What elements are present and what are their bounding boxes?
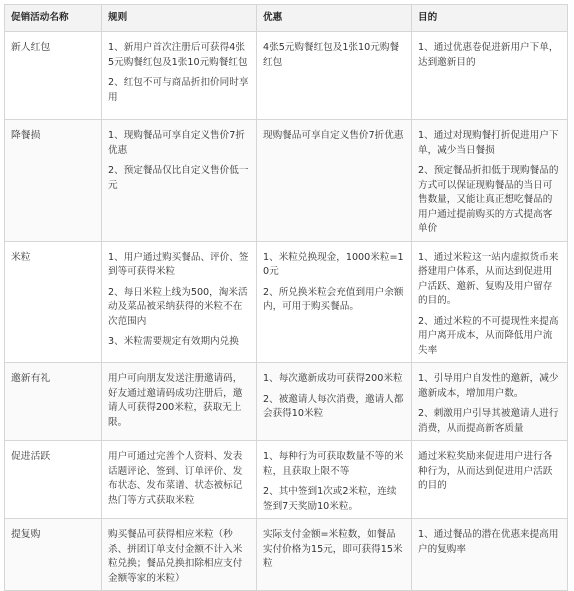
row-rules (102, 519, 257, 591)
row-name: 促进活跃 (5, 441, 102, 519)
row-benefit (257, 32, 412, 120)
benefit-text: 实际支付金额=米粒数，如餐品实付价格为15元，即可获得15米粒 (263, 529, 403, 569)
goal-text: 通过米粒奖励来促进用户进行各种行为，从而达到促进用户活跃的目的 (418, 451, 553, 491)
table-row (5, 441, 568, 519)
rules-text: 1、新用户首次注册后可获得4张5元购餐红包及1张10元购餐红包 (108, 42, 248, 68)
row-name: 降餐损 (5, 120, 102, 242)
rules-text: 3、米粒需要规定有效期内兑换 (108, 336, 239, 347)
goal-text: 1、通过对现购餐打折促进用户下单，减少当日餐损 (418, 130, 559, 156)
header-goal: 目的 (412, 5, 568, 32)
row-rules (102, 441, 257, 519)
row-goal (412, 241, 568, 363)
benefit-text: 2、被邀请人每次消费，邀请人都会获得10米粒 (263, 393, 404, 419)
row-benefit (257, 519, 412, 591)
row-rules (102, 363, 257, 441)
row-goal (412, 441, 568, 519)
benefit-text: 1、每次邀新成功可获得200米粒 (263, 373, 403, 384)
rules-text: 1、用户通过购买餐品、评价、签到等可获得米粒 (108, 251, 249, 277)
row-rules (102, 32, 257, 120)
row-benefit (257, 241, 412, 363)
table-row (5, 519, 568, 591)
goal-text: 1、通过米粒这一站内虚拟货币来搭建用户体系，从而达到促进用户活跃、邀新、复购及用户留存的目的。 (418, 251, 559, 306)
header-benefit: 优惠 (257, 5, 412, 32)
table-header-row (5, 5, 568, 32)
row-goal (412, 32, 568, 120)
table-row (5, 120, 568, 242)
rules-text: 用户可向朋友发送注册邀请码，好友通过邀请码成功注册后，邀请人可获得200米粒，获取无上限。 (108, 373, 243, 428)
goal-text: 1、通过餐品的潜在优惠来提高用户的复购率 (418, 529, 559, 555)
rules-text: 2、预定餐品仅比自定义售价低一元 (108, 165, 249, 191)
rules-text: 1、现购餐品可享自定义售价7折优惠 (108, 130, 245, 156)
goal-text: 2、通过米粒的不可提现性来提高用户离开成本，从而降低用户流失率 (418, 315, 559, 356)
benefit-text: 现购餐品可享自定义售价7折优惠 (263, 130, 404, 141)
benefit-text: 1、每种行为可获取数量不等的米粒，且获取上限不等 (263, 451, 404, 477)
row-rules (102, 241, 257, 363)
promotion-table (4, 4, 568, 591)
row-benefit (257, 363, 412, 441)
row-name: 提复购 (5, 519, 102, 591)
table-row (5, 32, 568, 120)
rules-text: 2、每日米粒上线为500，淘米活动及菜品被采纳获得的米粒不在次范围内 (108, 286, 248, 327)
row-name: 邀新有礼 (5, 363, 102, 441)
header-name: 促销活动名称 (5, 5, 102, 32)
benefit-text: 2、其中签到1次或2米粒，连续签到7天奖励10米粒。 (263, 486, 397, 512)
rules-text: 用户可通过完善个人资料、发表话题评论、签到、订单评价、发布状态、发布菜谱、状态被标记热门等方式获取米粒 (108, 451, 243, 506)
row-goal (412, 519, 568, 591)
benefit-text: 2、所兑换米粒会充值到用户余额内，可用于购买餐品。 (263, 286, 404, 312)
row-benefit (257, 441, 412, 519)
row-benefit (257, 120, 412, 242)
goal-text: 2、预定餐品折扣低于现购餐品的方式可以保证现购餐品的当日可售数量，又能让真正想吃餐品的用户通过提前购买的方式提高客单价 (418, 165, 559, 234)
table-row (5, 363, 568, 441)
rules-text: 购买餐品可获得相应米粒（秒杀、拼团订单支付金额不计入米粒兑换；餐品兑换扣除相应支付金额等家的米粒） (108, 529, 243, 584)
header-rules: 规则 (102, 5, 257, 32)
goal-text: 1、引导用户自发性的邀新，减少邀新成本，增加用户数。 (418, 373, 559, 399)
benefit-text: 1、米粒兑换现金，1000米粒=10元 (263, 251, 404, 277)
row-rules (102, 120, 257, 242)
row-goal (412, 363, 568, 441)
row-name: 米粒 (5, 241, 102, 363)
row-goal (412, 120, 568, 242)
benefit-text: 4张5元购餐红包及1张10元购餐红包 (263, 42, 400, 68)
row-name: 新人红包 (5, 32, 102, 120)
table-row (5, 241, 568, 363)
goal-text: 1、通过优惠卷促进新用户下单，达到邀新目的 (418, 42, 559, 68)
goal-text: 2、刺激用户引导其被邀请人进行消费，从而提高新客质量 (418, 408, 559, 434)
rules-text: 2、红包不可与商品折扣价同时享用 (108, 77, 249, 103)
